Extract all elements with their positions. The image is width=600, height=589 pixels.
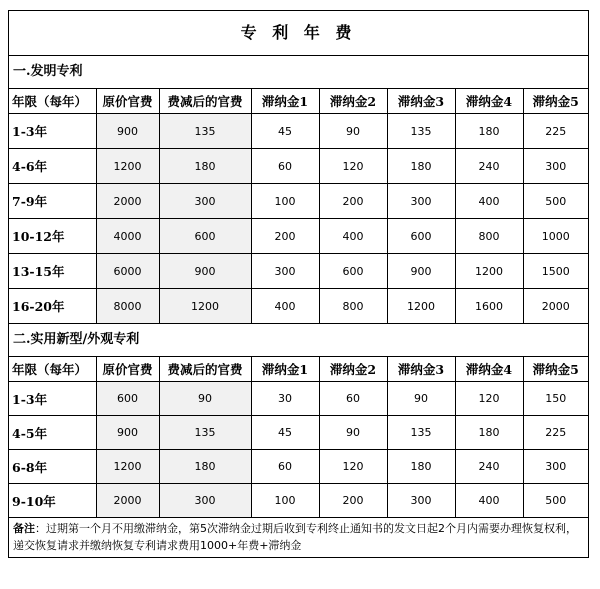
fee-cell: 180: [159, 149, 251, 184]
fee-cell: 120: [455, 382, 523, 416]
fee-cell: 500: [523, 184, 588, 219]
fee-cell: 900: [159, 254, 251, 289]
column-header: 滞纳金1: [251, 89, 319, 114]
fee-cell: 135: [159, 114, 251, 149]
fee-cell: 1000: [523, 219, 588, 254]
fee-cell: 120: [319, 450, 387, 484]
column-header: 滞纳金5: [523, 357, 588, 382]
fee-cell: 1200: [387, 289, 455, 324]
fee-cell: 200: [251, 219, 319, 254]
table-row: [9, 149, 588, 184]
fee-cell: 225: [523, 416, 588, 450]
fee-cell: 6000: [96, 254, 159, 289]
column-header: 滞纳金3: [387, 357, 455, 382]
fee-cell: 900: [96, 416, 159, 450]
table-header-row: [9, 89, 588, 114]
fee-cell: 900: [96, 114, 159, 149]
table-row: [9, 382, 588, 416]
fee-cell: 300: [251, 254, 319, 289]
fee-cell: 400: [455, 184, 523, 219]
column-header: 年限（每年）: [9, 89, 96, 114]
fee-cell: 1600: [455, 289, 523, 324]
year-range-cell: 6-8年: [9, 450, 96, 484]
column-header: 滞纳金1: [251, 357, 319, 382]
fee-cell: 1200: [455, 254, 523, 289]
fee-cell: 60: [251, 149, 319, 184]
fee-cell: 900: [387, 254, 455, 289]
footnote: [9, 518, 588, 557]
fee-cell: 600: [387, 219, 455, 254]
fee-cell: 600: [159, 219, 251, 254]
fee-cell: 300: [159, 184, 251, 219]
year-range-cell: 1-3年: [9, 382, 96, 416]
page-title: 专 利 年 费: [9, 11, 588, 56]
invention-fee-table: [9, 89, 588, 324]
fee-cell: 180: [455, 416, 523, 450]
fee-cell: 200: [319, 484, 387, 518]
fee-cell: 600: [96, 382, 159, 416]
fee-cell: 180: [387, 149, 455, 184]
table-row: [9, 416, 588, 450]
fee-cell: 300: [159, 484, 251, 518]
fee-cell: 1200: [96, 149, 159, 184]
fee-cell: 800: [319, 289, 387, 324]
fee-cell: 180: [455, 114, 523, 149]
fee-cell: 90: [319, 114, 387, 149]
column-header: 滞纳金4: [455, 357, 523, 382]
fee-cell: 600: [319, 254, 387, 289]
fee-cell: 1200: [159, 289, 251, 324]
fee-cell: 90: [387, 382, 455, 416]
fee-cell: 225: [523, 114, 588, 149]
footnote-text: ：过期第一个月不用缴滞纳金，第5次滞纳金过期后收到专利终止通知书的发文日起2个月内需要办理恢复权利，递交恢复请求并缴纳恢复专利请求费用1000+年费+滞纳金: [13, 522, 577, 552]
fee-cell: 800: [455, 219, 523, 254]
fee-cell: 300: [387, 184, 455, 219]
year-range-cell: 7-9年: [9, 184, 96, 219]
year-range-cell: 16-20年: [9, 289, 96, 324]
section-heading-utility-design: 二.实用新型/外观专利: [9, 324, 588, 357]
year-range-cell: 4-6年: [9, 149, 96, 184]
fee-cell: 90: [319, 416, 387, 450]
column-header: 滞纳金5: [523, 89, 588, 114]
fee-cell: 150: [523, 382, 588, 416]
table-row: [9, 184, 588, 219]
fee-cell: 30: [251, 382, 319, 416]
fee-cell: 1500: [523, 254, 588, 289]
fee-cell: 2000: [523, 289, 588, 324]
fee-cell: 120: [319, 149, 387, 184]
fee-cell: 180: [387, 450, 455, 484]
fee-cell: 135: [387, 114, 455, 149]
fee-cell: 2000: [96, 484, 159, 518]
table-row: [9, 450, 588, 484]
fee-cell: 100: [251, 484, 319, 518]
column-header: 滞纳金2: [319, 357, 387, 382]
fee-cell: 200: [319, 184, 387, 219]
column-header: 原价官费: [96, 357, 159, 382]
column-header: 滞纳金3: [387, 89, 455, 114]
column-header: 年限（每年）: [9, 357, 96, 382]
year-range-cell: 4-5年: [9, 416, 96, 450]
fee-cell: 135: [387, 416, 455, 450]
fee-cell: 45: [251, 416, 319, 450]
column-header: 费减后的官费: [159, 357, 251, 382]
footnote-label: 备注: [13, 522, 35, 535]
fee-cell: 240: [455, 450, 523, 484]
fee-cell: 2000: [96, 184, 159, 219]
fee-cell: 1200: [96, 450, 159, 484]
fee-cell: 90: [159, 382, 251, 416]
table-row: [9, 114, 588, 149]
fee-cell: 180: [159, 450, 251, 484]
year-range-cell: 10-12年: [9, 219, 96, 254]
table-row: [9, 289, 588, 324]
fee-cell: 300: [387, 484, 455, 518]
section-heading-invention: 一.发明专利: [9, 56, 588, 89]
fee-cell: 60: [251, 450, 319, 484]
table-row: [9, 484, 588, 518]
column-header: 原价官费: [96, 89, 159, 114]
table-row: [9, 254, 588, 289]
fee-cell: 400: [319, 219, 387, 254]
fee-cell: 400: [251, 289, 319, 324]
patent-annuity-sheet: [8, 10, 589, 558]
utility-design-fee-table: [9, 357, 588, 518]
year-range-cell: 13-15年: [9, 254, 96, 289]
fee-cell: 100: [251, 184, 319, 219]
year-range-cell: 1-3年: [9, 114, 96, 149]
fee-cell: 300: [523, 450, 588, 484]
column-header: 费减后的官费: [159, 89, 251, 114]
fee-cell: 135: [159, 416, 251, 450]
column-header: 滞纳金2: [319, 89, 387, 114]
table-header-row: [9, 357, 588, 382]
fee-cell: 400: [455, 484, 523, 518]
year-range-cell: 9-10年: [9, 484, 96, 518]
fee-cell: 300: [523, 149, 588, 184]
fee-cell: 45: [251, 114, 319, 149]
fee-cell: 240: [455, 149, 523, 184]
table-row: [9, 219, 588, 254]
fee-cell: 60: [319, 382, 387, 416]
fee-cell: 4000: [96, 219, 159, 254]
fee-cell: 8000: [96, 289, 159, 324]
column-header: 滞纳金4: [455, 89, 523, 114]
fee-cell: 500: [523, 484, 588, 518]
